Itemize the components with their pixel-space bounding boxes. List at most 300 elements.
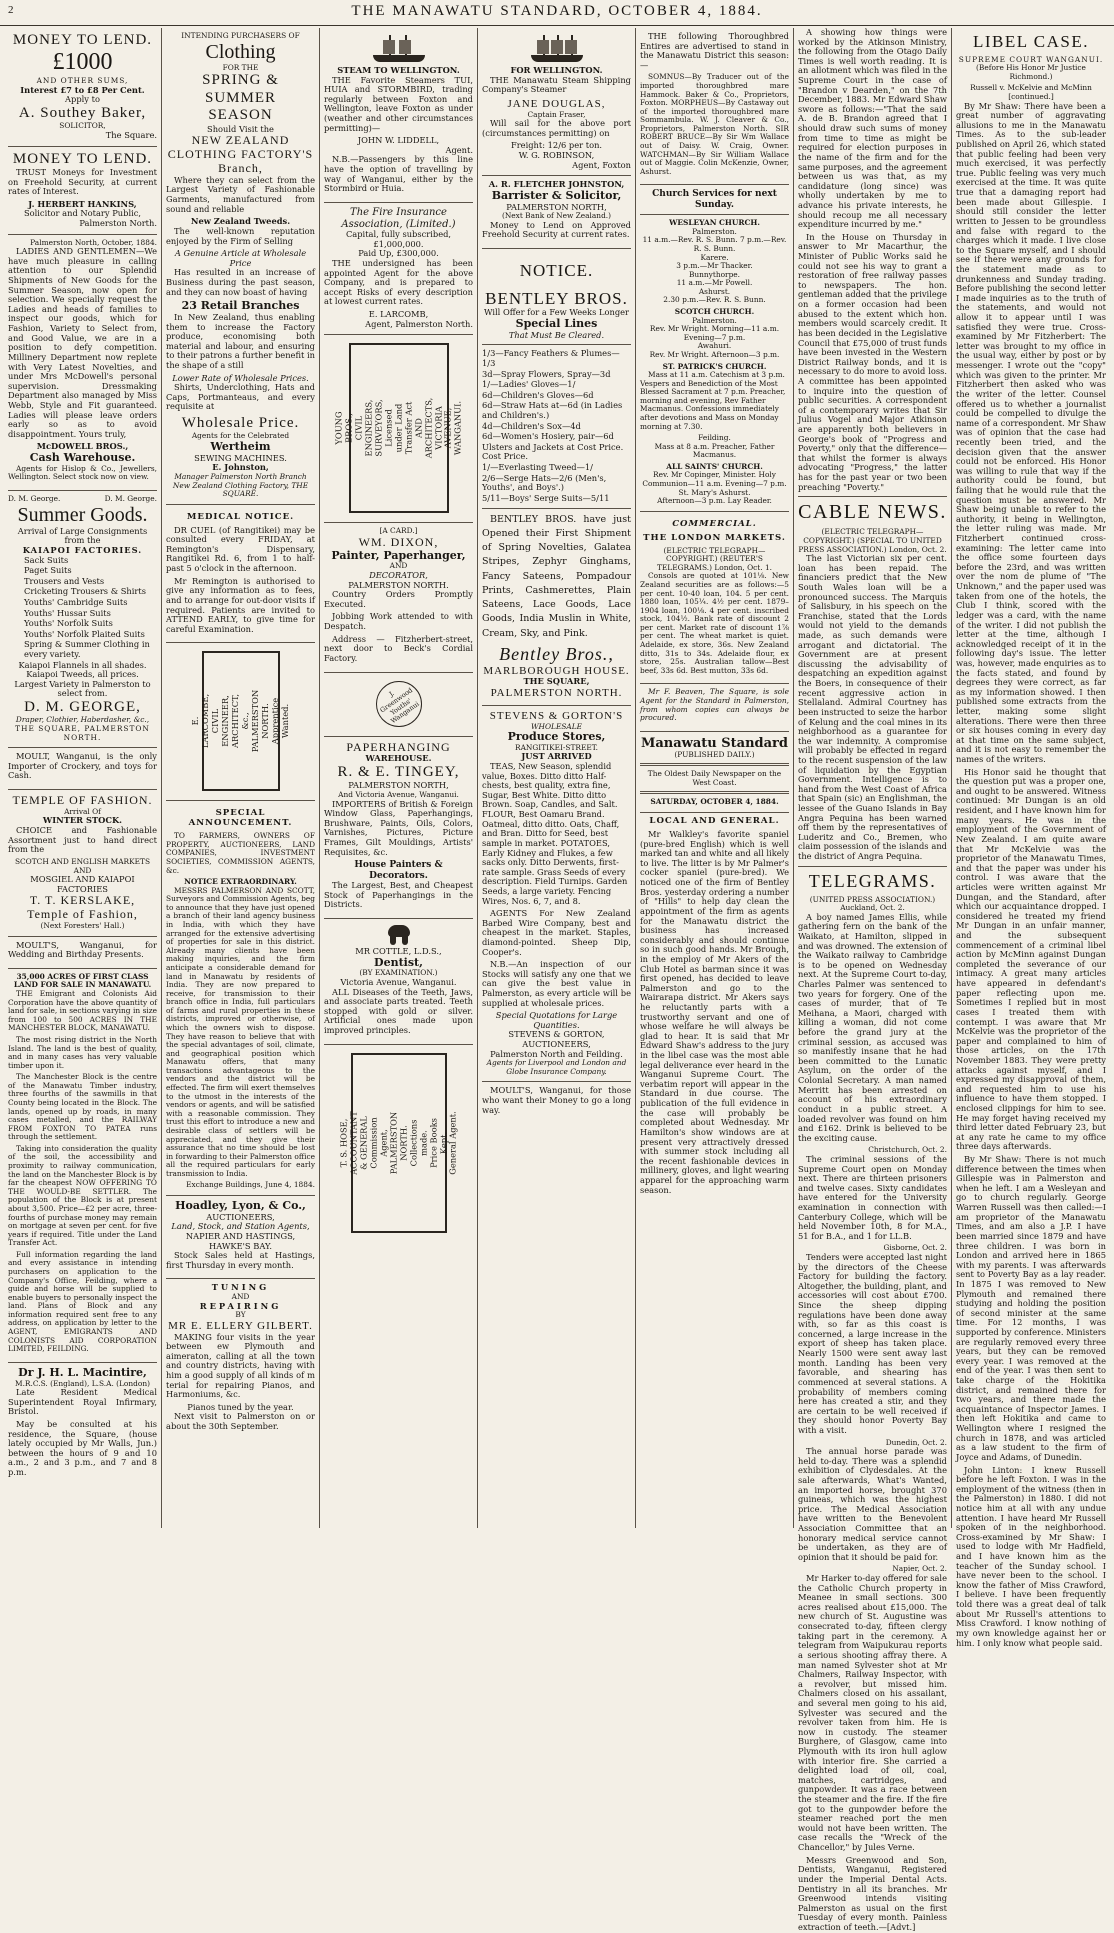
ad-for-wellington xyxy=(482,28,631,176)
ad-temple: Temple of Fashion, xyxy=(27,907,138,922)
ad-wertheim: Wertheim xyxy=(210,439,271,453)
church-place: St. Mary's Ashurst. xyxy=(678,487,751,497)
ad-and: AND xyxy=(73,865,92,875)
ad-body: MESSRS PALMERSON AND SCOTT, Surveyors and Commission Agents, beg to announce that they have just opened a branch of their land agency business in India, with which they have arranged for the extensive advertising of properties for sale in this district. Already many clients have been making inquiries, and the firm anticipate a considerable demand for land in Manawatu by residents of India. They are now prepared to receive, for transmission to their branch office in India, full particulars of farms and rural properties in these districts, improved or otherwise, of which the owners wish to dispose. They have reason to believe that with the special advantages of soil, climate, and geographical position which Manawatu offers, that many transactions advantageous to the vendors and the district will be effected. The firm will exert themselves to the utmost in the interests of the vendors or agents, and will be satisfied with a reasonable commission. They trust this effort to introduce a new and desirable class of settlers will be appreciated, and they give their assurance that no time should be lost in forwarding to their Palmerston office all the required particulars for early transmission to India. xyxy=(166,885,315,1178)
section-body: By Mr Shaw: There is not much difference between the times when Gillespie was in Palmerston and when he left. I am a Wesleyan and go to church regularly. George Warren Russell was then called:—I am proprietor of the Manawatu Times, and am also a J.P. I have been married since 1879 and have three children. I was born in London and arrived here in 1865 with my parents. I was afterwards sent to Poverty Bay as a lay reader. In 1875 I was removed to New Plymouth and remained there studying and holding the position of second minister at the same time. For 12 months, I was supported by conference. Ministers are regularly removed every three years, but they can be removed every year. I was removed at the end of the year. I was then sent to take charge of the Hokitika district, and remained there for two years, and there made the acquaintance of Inspector James. I then left Hokitika and came to Wellington where I resigned the church in 1878, and was articled as a law student to the firm of Joyce and Adams, of Dunedin. xyxy=(956,1154,1106,1462)
ad-list: TEAS, New Season, splendid value, Boxes. Ditto ditto Half-chests, best quality, extra fine, Sugar, Best White. Ditto ditto Brown. Soap, Candles, and Salt. FLOUR, Best Oamaru Brand. Oatmeal, ditto ditto. Oats, Chaff, and Bran. Ditto for Seed, best sample in market. POTATOES, Early Kidney and Flukes, a few sacks only. Ditto Derwents, first-rate sample. Grass Seeds of every description. Field Turnips. Garden Seeds, a large variety. Fencing Wires, Nos. 6, 7, and 8. xyxy=(482,761,628,906)
list-item: Youths' Cambridge Suits xyxy=(24,596,128,607)
ad-body: Stock Sales held at Hastings, first Thursday in every month. xyxy=(166,1250,315,1270)
boxed-card xyxy=(189,651,290,791)
church-place: Bunnythorpe. xyxy=(688,269,741,279)
church-times: 11 a.m.—Rev. R. S. Bunn. 7 p.m.—Rev. R. S. Bunn. xyxy=(642,235,787,253)
list-item: 5/11—Boys' Serge Suits—5/11 xyxy=(482,492,610,503)
ad-name: A. Southey Baker, xyxy=(18,105,147,122)
column-3 xyxy=(320,28,478,1528)
ad-intro: INTENDING PURCHASERS OF xyxy=(181,31,300,40)
list-item: 6d—Women's Hosiery, pair—6d xyxy=(482,431,614,442)
section-body: Consols are quoted at 101⅛. New Zealand securities are as follows:—5 per cent. 10-40 loan, 104. 5 per cent. 1880 loan, 105¼. 4½ per cent. 1879–1904 loan, 100⅛. 4 per cent. inscribed stock, 104½. Bank rate of discount 2 per cent. Market rate of discount 1⅞ per cent. The wheat market is quiet. Adelaide, ex store, 36s. New Zealand ditto, 31s to 34s. Adelaide flour, ex store, 25s. Australian tallow—Best beef, 33s 6d. Best mutton, 33s 6d. xyxy=(640,571,789,675)
ad-title: Hoadley, Lyon, & Co., xyxy=(175,1198,306,1212)
ad-for: FOR THE xyxy=(222,62,259,72)
ad-body: The most rising district in the North Island. The land is the best of quality, and in many cases has very valuable timber upon it. xyxy=(8,1034,157,1070)
ad-place: PALMERSTON NORTH. xyxy=(490,687,623,699)
ad-trade: Painter, Paperhanger, xyxy=(331,548,466,562)
ad-body: THE Favorite Steamers TUI, HUIA and STORMBIRD, trading regularly between Foxton and Wellington, leave Foxton as under (weather and other circumstances permitting)— xyxy=(324,74,473,133)
ad-name: McDOWELL BROS., xyxy=(36,441,129,452)
ad-title: PAPERHANGING xyxy=(346,739,451,754)
ad-name-2: STEVENS & GORTON, AUCTIONEERS, xyxy=(508,1029,605,1050)
ad-place: NAPIER AND HASTINGS, HAWKE'S BAY. xyxy=(185,1230,296,1251)
local-and-general xyxy=(640,817,789,1195)
ad-place: PALMERSTON NORTH, xyxy=(348,780,449,791)
ad-and: AND xyxy=(389,561,408,571)
ad-larcomb-box xyxy=(166,643,315,801)
ad-notice: NOTICE EXTRAORDINARY. xyxy=(184,877,297,887)
tooth-icon xyxy=(386,925,412,945)
ad-body: The Manchester Block is the centre of the Manawatu Timber industry, three fourths of the sawmills in that County being located in the Block. The lands, opened up by roads, in many cases metalled, and the RAILWAY FROM FOXTON TO PATEA runs through the settlement. xyxy=(8,1072,157,1142)
ad-body: Country Orders Promptly Executed. xyxy=(324,589,473,609)
ad-body: N.B.—An inspection of our Stocks will satisfy any one that we can give the best value in Palmerston, as every article will be supplied at wholesale prices. xyxy=(482,959,631,1008)
ad-tweeds: New Zealand Tweeds. xyxy=(190,216,291,227)
dateline: Christchurch, Oct. 2. xyxy=(868,1145,947,1155)
ad-stock: WINTER STOCK. xyxy=(42,815,123,826)
list-item: 2/6—Serge Hats—2/6 (Men's, Youths', and Boys'.) xyxy=(482,472,607,493)
section-subtitle: THE LONDON MARKETS. xyxy=(643,532,786,543)
ad-title: MONEY TO LEND. xyxy=(12,32,153,48)
dateline: Dunedin, Oct. 2. xyxy=(885,1437,947,1447)
church-place: Ashurst. xyxy=(698,286,731,296)
list-item: Sack Suits xyxy=(24,554,69,565)
ad-name: STEVENS & GORTON'S xyxy=(489,709,624,722)
list-item: 6d—Children's Gloves—6d xyxy=(482,389,594,400)
ad-body: THE Emigrant and Colonists Aid Corporation have the above quantity of land for sale, in sections varying in size from 100 to 500 ACRES IN THE MANCHESTER BLOCK, MANAWATU. xyxy=(8,989,157,1033)
church-times: Mass at 8 a.m. Preacher, Father Macmanus. xyxy=(654,441,775,460)
ad-shop: Cash Warehouse. xyxy=(29,451,136,465)
ad-body: MOULT'S, Wanganui, for those who want their Money to go a long way. xyxy=(482,1085,631,1115)
ad-genuine: A Genuine Article at Wholesale Price xyxy=(174,248,307,268)
section-body: John Linton: I knew Russell before he left Foxton. I was in the employment of the witness (then in the Palmerston) in 1880. I did not notice him at all with any undue attention. I have heard Mr Russell spoken of in the neighborhood. Cross-examined by Mr Shaw: I used to lodge with Mr Hadfield, and I have known him as the teacher of the Sunday school. I have never been to the school. I know the father of Miss Crawford, I believe. I have been frequently told there was a great deal of talk about Mr Russell's attentions to Miss Crawford. I know nothing of my own knowledge against her or him. I only know what people said. xyxy=(956,1464,1106,1648)
list-item: Paget Suits xyxy=(24,565,72,576)
section-title: CABLE NEWS. xyxy=(798,501,947,524)
ad-mcdowell xyxy=(8,235,157,491)
dateline: Napier, Oct. 2. xyxy=(892,1564,947,1574)
ad-name: J. HERBERT HANKINS, xyxy=(28,198,137,209)
ad-body: May be consulted at his residence, the Square, (house lately occupied by Mr Walls, Jun.) between the hours of 9 and 10 a.m., 2 and 3 p.m., and 7 and 8 p.m. xyxy=(8,1418,157,1477)
ad-role: Solicitor and Notary Public, xyxy=(23,208,142,219)
george-left: D. M. George. xyxy=(8,493,61,503)
ad-body: N.B.—Passengers by this line have the option of travelling by way of Wanganui, either by the Stormbird or Huia. xyxy=(324,154,473,194)
ad-body: Taking into consideration the quality of the soil, the accessibility and proximity to railway communication, the land on the Manchester Block is by far the cheapest NOW OFFERING TO THE WOULD-BE SETTLER. The population of the Block is at present about 3,500. Price—£2 per acre, three-fourths of purchase money may remain on mortgage at seven per cent. for five years if required. Title under the Land Transfer Act. xyxy=(8,1143,157,1248)
list-item: Youths' Hussar Suits xyxy=(24,607,111,618)
ad-exam: (BY EXAMINATION.) xyxy=(359,968,438,978)
section-body: Messrs Greenwood and Son, Dentists, Wanganui, Registered under the Imperial Dental Acts. Dentistry in all its branches. Mr Greenwood intends visiting Palmerston as usual on the first Tuesday of every month. Painless extraction of teeth.—[Advt.] xyxy=(798,1854,947,1932)
section-court: SUPREME COURT WANGANUI. xyxy=(958,54,1104,64)
church-place: Awahuri. xyxy=(697,341,732,351)
ad-body: Mr Remington is authorised to give any information as to fees, and to arrange for out-door visits if required. Patients are invited to ATTEND EARLY, to give time for careful Examination. xyxy=(166,575,315,634)
column-7 xyxy=(952,28,1110,1648)
boxed-card-text: E. LARCOMBE, CIVIL ENGINEER, ARCHITECT, &c., PALMERSTON NORTH. Apprentice Wanted. xyxy=(189,690,290,753)
ad-season: SPRING & SUMMER xyxy=(202,72,279,106)
ad-agent: Agent. xyxy=(445,144,473,155)
ad-stevens-gorton xyxy=(482,706,631,1083)
ad-agents: Agents for Hislop & Co., Jewellers, Wellington. Select stock now on view. xyxy=(8,463,157,482)
ad-role: Barrister & Solicitor, xyxy=(491,188,622,202)
ad-captain: Captain Fraser, xyxy=(527,109,586,119)
church-place: Palmerston. xyxy=(692,315,737,325)
list-item: Cricketing Trousers & Shirts xyxy=(24,586,146,597)
paper-title: Manawatu Standard xyxy=(640,735,788,751)
ad-title: Summer Goods. xyxy=(17,503,148,526)
boxed-card xyxy=(332,343,463,513)
list-item: 1/—Ladies' Gloves—1/ xyxy=(482,379,576,390)
ad-degree: M.R.C.S. (England), L.S.A. (London) xyxy=(15,1378,150,1388)
ad-title: MONEY TO LEND. xyxy=(12,150,153,167)
ad-agents: Agents for the Celebrated xyxy=(191,431,290,441)
ad-thoroughbreds xyxy=(640,28,789,185)
section-press: (ELECTRIC TELEGRAPH—COPYRIGHT.) (REUTER'S TELEGRAMS.) London, Oct. 1. xyxy=(656,545,773,572)
ad-medical-notice xyxy=(166,505,315,644)
ad-offer: Will Offer for a Few Weeks Longer xyxy=(483,307,630,318)
ad-hose xyxy=(324,1045,473,1242)
masthead-title: THE MANAWATU STANDARD, OCTOBER 4, 1884. xyxy=(351,3,763,19)
ad-branch: Branch, xyxy=(218,160,263,175)
ad-flannels: Kaiapoi Flannels in all shades. Kaiapoi Tweeds, all prices. xyxy=(18,659,147,680)
boxed-card xyxy=(337,1053,458,1233)
list-item: 4d—Children's Sox—4d xyxy=(482,420,581,431)
section-press: (ELECTRIC TELEGRAPH—COPYRIGHT.) (SPECIAL TO UNITED PRESS ASSOCIATION.) London, Oct. 2. xyxy=(798,527,947,554)
bentley-items xyxy=(482,349,631,503)
section-title: COMMERCIAL. xyxy=(672,518,757,529)
ad-sub: WAREHOUSE. xyxy=(365,753,432,764)
standard-heading xyxy=(640,732,789,813)
section-case: Russell v. McKelvie and McMinn xyxy=(970,83,1092,93)
ad-body: Late Resident Medical Superintendent Royal Infirmary, Bristol. xyxy=(8,1387,157,1417)
list-item: 6d—Straw Hats at—6d (in Ladies and Children's.) xyxy=(482,400,623,421)
ad-summer-goods xyxy=(8,491,157,748)
ad-by: BY xyxy=(235,1310,246,1320)
ad-decorator: DECORATOR, xyxy=(369,570,428,581)
ad-next: (Next Bank of New Zealand.) xyxy=(501,211,612,221)
ad-money-to-lend xyxy=(8,28,157,147)
dateline: Gisborne, Oct. 2. xyxy=(883,1243,947,1253)
ad-sub: Arrival of Large Consignments from the xyxy=(17,525,148,546)
ad-body: MOULT'S, Wanganui, for Wedding and Birthday Presents. xyxy=(8,939,157,960)
ad-body: Where they can select from the Largest Variety of Fashionable Garments, manufactured from sound and reliable xyxy=(166,174,315,214)
list-item: Ulsters and Jackets at Cost Price. Cost Price. xyxy=(482,441,624,462)
ad-freight: Freight: 12/6 per ton. xyxy=(510,140,603,151)
ad-card: [A CARD.] xyxy=(379,526,418,536)
ad-body: THE undersigned has been appointed Agent for the above Company, and is prepared to accept Risks of every description at lowest current rates. xyxy=(324,257,473,307)
section-body: The annual horse parade was held to-day. There was a splendid exhibition of Clydesdales. At the sale afterwards, What's Wanted, an imported horse, brought 370 guineas, which was the highest price. The Medical Association have written to the Benevolent Association Committee that an honorary medical service cannot be undertaken, as they are of opinion that it should be paid for. xyxy=(798,1446,947,1562)
ad-name: W. G. ROBINSON, xyxy=(518,149,595,160)
ad-moult-1 xyxy=(8,748,157,790)
ad-produce: Produce Stores, xyxy=(507,730,606,744)
ad-special-announcement xyxy=(166,801,315,1196)
church-place: Karere. xyxy=(700,252,729,262)
church-services xyxy=(640,185,789,511)
ad-season-2: SEASON xyxy=(208,107,273,124)
paper-oldest: The Oldest Daily Newspaper on the West Coast. xyxy=(647,769,782,787)
ad-title: STEAM TO WELLINGTON. xyxy=(337,65,460,75)
ad-variety: Largest Variety in Palmerston to select from. xyxy=(14,678,151,699)
ad-steam-wellington xyxy=(324,28,473,203)
beaven-note xyxy=(640,684,789,731)
ad-body: TRUST Moneys for Investment on Freehold Security, at current rates of Interest. xyxy=(8,166,157,197)
column-1 xyxy=(4,28,162,1528)
column-6 xyxy=(794,27,952,1932)
ad-land-for-sale xyxy=(8,969,157,1363)
ad-title: 35,000 ACRES OF FIRST CLASS LAND FOR SALE IN MANAWATU. xyxy=(13,971,152,990)
ad-house: MARLBOROUGH HOUSE. xyxy=(483,664,630,677)
paper-date: SATURDAY, OCTOBER 4, 1884. xyxy=(650,797,779,807)
ad-paid: Paid Up, £300,000. xyxy=(358,248,439,259)
ad-stamp xyxy=(324,673,473,737)
article-body: In the House on Thursday in answer to Mr Macarthur, the Minister of Public Works said he could not see his way to grant a restoration of free railway passes to newspapers. The hon. gentleman added that the privilege on a former occasion had been abused to the extent which hon. members would scarcely credit. It has been decided in the Legislative Council that £75,000 of trust funds have been invested in the Western District Railway bonds, and it is necessary to do more to avoid loss. A committee has been appointed to inquire into the question of public securities. A correspondent of a contemporary writes that Sir Julius Vogel and Major Atkinson are apparently both believers in George's book of "Progress and Poverty," only that the difference—that whilst the former is always advocating "Progress," the latter has for the past year or two been preaching "Poverty." xyxy=(798,231,947,492)
summer-items xyxy=(8,556,157,660)
ad-body: BENTLEY BROS. have just Opened their First Shipment of Spring Novelties, Galatea Stripes, Zephyr Ginghams, Fancy Sateens, Pompadour Prints, Cashmerettes, Plain Sateens, Lace Goods, Lace Goods, India Muslin in White, Cream, Sky, and Pink. xyxy=(482,513,631,639)
ad-place: (Next Foresters' Hall.) xyxy=(40,921,125,931)
ad-body: LADIES AND GENTLEMEN—We have much pleasure in calling attention to our Splendid Shipments of New Goods for the Summer Season, now open for selection. We specially request the Ladies and heads of families to inspect our goods, which for Fashion, Variety to Select from, and Good Value, we are in a position to defy competition. Millinery Department now replete with Very Latest Novelties, and under Mrs McDowell's personal supervision. Dressmaking Department also managed by Miss Webb, Style and Fit guaranteed. Ladies will please leave orders early so as to avoid disappointment. Yours truly, xyxy=(8,246,157,439)
ad-agent: Agent, Palmerston North. xyxy=(365,318,473,329)
ad-body: THE following Thoroughbred Entires are advertised to stand in the Manawatu District this season:— xyxy=(640,31,789,70)
church-times: Rev. Mr Copinger, Minister. Holy Communion—11 a.m. Evening—7 p.m. xyxy=(642,470,787,489)
ad-cleared: That Must Be Cleared. xyxy=(508,329,605,340)
ad-agents-2: Agents for Liverpool and London and Globe Insurance Company. xyxy=(486,1058,627,1076)
column-2 xyxy=(162,28,320,1528)
ad-body: ALL Diseases of the Teeth, Jaws, and associate parts treated. Teeth stopped with gold or silver. Artificial ones made upon improved principles. xyxy=(324,986,473,1035)
ad-agents: AGENTS For New Zealand Barbed Wire Company, best and cheapest in the market. Staples, diamond-pointed. Sheep Dip, Cooper's. xyxy=(482,908,631,957)
section-title: Church Services for next Sunday. xyxy=(652,189,777,210)
list-item: Youths' Norfolk Plaited Suits xyxy=(24,628,145,639)
church-name: ST. PATRICK'S CHURCH. xyxy=(662,361,767,371)
ad-title: TUNING xyxy=(211,1282,270,1293)
section-press: (UNITED PRESS ASSOCIATION.) Auckland, Oct. 2. xyxy=(809,894,936,913)
ad-name: MR E. ELLERY GILBERT. xyxy=(168,1319,313,1332)
ad-quotations: Special Quotations for Large Quantities. xyxy=(495,1010,618,1030)
ad-ship: JANE DOUGLAS, xyxy=(507,97,606,110)
ad-wholesale: WHOLESALE xyxy=(530,721,583,731)
section-body: By Mr Shaw: There have been a great number of aggravating allusions to me in the Manawatu Times. As to the sub-leader published on April 26, which stated that public feeling had been very much exercised, it was perfectly true. Public feeling was very much exercised at the time. It was quite true that a damaging report had been made about Gillespie. I should still consider the letter written to Jessen to be groundless and false with regard to the charges which it made. I live close to the Square myself, and I should see if there were any grounds for the statement made as to drunkenness and Sunday trading. Before publishing the second letter I made inquiries as to the truth of the statements, and would not allow it to appear until I was satisfied they were true. Cross-examined by Mr Fitzherbert: The letter was brought to my office in the usual way, either by post or by messenger. I wrote out the "copy" which was given to the printer. Mr Fitzherbert then asked who was the writer of the letter. Counsel offered us to whether a journalist could be compelled to divulge the name of a correspondent. Mr Shaw was of opinion that the case had recently been tried, and the decision given that the answer could not be enforced. His Honor was willing to rule that way if the authority could be found, but failing that he would rule that the question must be answered. Mr Shaw being unable to refer to the authority, it being in Wellington, the letter ruling was made. Mr Fitzherbert continued cross-examining: The letter came into the office some fourteen days before the 23rd, and was written over the nom de plume of "The Unknown," and the paper used was taken from one of the hotels, the Club I think, scored with the ledger was a card, with the name of the writer. I did not publish the letter at the time, although I acknowledged receipt of it in the following day's issue. The letter was, however, made enquiries as to the facts stated, and found by degrees they were correct, as far as my information showed. I then published some extracts from the letter, making some slight alterations. There were then three or six houses coming in every day at that time on the same subject, and it is not easy to remember the names of the writers. xyxy=(956,100,1106,765)
ad-hoadley xyxy=(166,1196,315,1279)
ad-name: MR COTTLE, L.D.S., xyxy=(355,945,442,956)
ad-agents: Land, Stock, and Station Agents, xyxy=(171,1221,310,1232)
ad-street: RANGITIKEI-STREET. xyxy=(515,742,598,752)
ad-body: In New Zealand, thus enabling them to increase the Factory produce, economising both material and labour, and ensuring to their patrons a further benefit in the shape of a still xyxy=(166,311,315,370)
ad-role: AUCTIONEERS, xyxy=(206,1211,275,1222)
list-item: 3d—Spray Flowers, Spray—3d xyxy=(482,368,611,379)
list-item: 1/—Everlasting Tweed—1/ xyxy=(482,462,593,473)
list-item: Youths' Norfolk Suits xyxy=(24,618,113,629)
ad-address: Address — Fitzherbert-street, next door to Beck's Cordial Factory. xyxy=(324,633,473,663)
ad-markets: SCOTCH AND ENGLISH MARKETS xyxy=(14,856,151,866)
section-body: Tenders were accepted last night by the directors of the Cheese Factory for building the factory. Altogether, the building, plant, and accessories will cost about £700. Since the sheep dipping regulations have been done away with, so far as this coast is concerned, a large increase in the export of sheep has taken place. Nearly 1500 were sent away last month. Landing has been very favorable, and shearing has commenced at several stations. A probability of members coming here has created a stir, and they are certain to be well received if they should honor Poverty Bay with a visit. xyxy=(798,1251,947,1435)
ad-clothing-factory xyxy=(166,28,315,505)
ad-date: Palmerston North, October, 1884. xyxy=(30,237,157,247)
section-title: LIBEL CASE. xyxy=(973,32,1089,51)
ad-title: TEMPLE OF FASHION. xyxy=(12,793,153,807)
ad-repairing: REPAIRING xyxy=(199,1300,282,1311)
ad-macintire xyxy=(8,1363,157,1486)
ad-nz: NEW ZEALAND xyxy=(191,133,290,148)
ad-special: Special Lines xyxy=(515,317,598,331)
ad-title: NOTICE. xyxy=(519,260,594,280)
ad-manager: E. Johnston, xyxy=(212,462,269,473)
ad-list: SOMNUS—By Traducer out of the imported thoroughbred mare Hammock. Baker & Co., Proprietors, Foxton. MORPHEUS—By Castaway out of the imported thoroughbred mare Sommambula. W. J. Cleaver & Co., Proprietors, Palmerston North. SIR ROBERT BRUCE—By Sir Wm Wallace out of Daisy. W. Craig, Owner. WATCHMAN—By Sir William Wallace out of Maggie. Colin McKenzie, Owner, Ashurst. xyxy=(640,72,789,176)
ad-name-2: Bentley Bros., xyxy=(499,643,614,664)
ad-role: Dentist, xyxy=(374,955,423,969)
ad-wholesale: Wholesale Price. xyxy=(181,415,300,431)
ad-place: THE SQUARE, PALMERSTON NORTH. xyxy=(15,724,150,742)
note-body: Mr F. Beaven, The Square, is sole Agent for the Standard in Palmerston, from whom copies can always be procured. xyxy=(640,687,789,723)
article-body: A showing how things were worked by the Atkinson Ministry, the following from the Otago Daily Times is well worth reading. It is an allotment which was filed in the Supreme Court in the case of "Brandon v Dearden," on the 7th December, 1883. Mr Edward Shaw swore as follows:—"That the said A. de B. Brandon agreed that I should draw such sums of money from time to time as might be required for election purposes in the name of the firm and for the same purposes, and the agreement between us was that, as my candidature (long since) was wholly undertaken by me to advance his private interests, he should recoup me all necessary expenditure incurred by me." xyxy=(798,27,947,230)
ad-moult-3 xyxy=(482,1082,631,1123)
ad-agent: Agent, Foxton xyxy=(572,159,631,170)
section-title: LOCAL AND GENERAL. xyxy=(649,816,780,827)
ad-sub: Arrival Of xyxy=(64,806,101,816)
ad-body: Full information regarding the land and every assistance in intending purchasers on application to the Company's Office, Feilding, where a guide and horse will be supplied to enable buyers to personally inspect the land. Plans of Block and any information required sent free to any address, on application by letter to the AGENT, EMIGRANTS AND COLONISTS AID CORPORATION LIMITED, FEILDING. xyxy=(8,1249,157,1354)
ad-body: CHOICE and Fashionable Assortment just to hand direct from the xyxy=(8,825,157,855)
ad-name: WM. DIXON, xyxy=(358,534,439,549)
list-item: Spring & Summer Clothing in every variety. xyxy=(24,639,150,659)
list-item: Trousers and Vests xyxy=(24,575,105,586)
ad-body: MAKING four visits in the year between ew Plymouth and aimeraton, calling at all the town and country districts, having with him a good supply of all kinds of m terial for repairing Pianos, and Harmoniums, &c. xyxy=(166,1331,315,1400)
church-times: 3 p.m.—Mr Thacker. xyxy=(676,261,753,271)
ad-role: Draper, Clothier, Haberdasher, &c., xyxy=(15,715,150,725)
masthead xyxy=(0,0,1114,26)
section-continued: [continued.] xyxy=(1008,92,1054,102)
page-number: 2 xyxy=(8,4,16,16)
ad-body: IMPORTERS of British & Foreign Window Glass, Paperhangings, Brushware, Paints, Oils, Colors, Varnishes, Pictures, Picture Frames, Gilt Mouldings, Artists' Requisites, &c. xyxy=(324,798,473,857)
ship-icon xyxy=(527,34,587,64)
column-5 xyxy=(636,28,794,1528)
ad-sub: AND OTHER SUMS, xyxy=(36,76,129,86)
ad-title: FOR WELLINGTON. xyxy=(510,65,603,75)
ad-branches: 23 Retail Branches xyxy=(181,299,300,313)
boxed-card-text: YOUNG BROS., CIVIL ENGINEERS, SURVEYORS, Licensed under Land Transfer Act AND ARCHITECTS, VICTORIA AVENUE, WANGANUI. xyxy=(332,397,463,459)
ad-place: The Square. xyxy=(105,129,157,140)
ad-date: Exchange Buildings, June 4, 1884. xyxy=(186,1180,315,1190)
ad-body: Has resulted in an increase of Business during the past season, and they can now boast of having xyxy=(166,267,315,297)
ad-body: Money to Lend on Approved Freehold Security at current rates. xyxy=(482,219,631,240)
ad-interest: Interest £7 to £8 Per Cent. xyxy=(20,84,145,95)
ad-apply: Apply to xyxy=(65,94,100,105)
columns xyxy=(4,27,1110,1932)
ad-body: Will sail for the above port (circumstances permitting) on xyxy=(482,118,631,138)
ad-factory: CLOTHING FACTORY'S xyxy=(167,147,314,162)
section-title: TELEGRAMS. xyxy=(808,870,937,891)
ad-place: Victoria Avenue, Wanganui. xyxy=(340,976,457,987)
ad-manager-role: Manager Palmerston North Branch New Zealand Clothing Factory, THE SQUARE. xyxy=(172,471,309,499)
ad-amount: £1000 xyxy=(52,49,113,76)
ad-name: JOHN W. LIDDELL, xyxy=(357,135,440,146)
ad-sewing: SEWING MACHINES. xyxy=(194,452,287,463)
ad-young-bros xyxy=(324,335,473,523)
ad-body: Shirts, Underclothing, Hats and Caps, Portmanteaus, and every requisite at xyxy=(166,382,315,412)
church-times: Afternoon—3 p.m. Lay Reader. xyxy=(657,496,772,506)
paper-daily: (PUBLISHED DAILY.) xyxy=(674,749,755,759)
commercial-section xyxy=(640,512,789,685)
ad-tuning xyxy=(166,1279,315,1439)
ad-tingey xyxy=(324,737,473,919)
church-name: WESLEYAN CHURCH. xyxy=(669,218,760,228)
ad-moult-2 xyxy=(8,937,157,969)
ad-factories: MOSGIEL AND KAIAPOI FACTORIES xyxy=(30,874,135,894)
ad-visit: Should Visit the xyxy=(207,123,274,134)
ad-role: SOLICITOR, xyxy=(59,121,106,131)
ad-factory: KAIAPOI FACTORIES. xyxy=(22,544,143,555)
church-times: Rev. Mr Wright. Morning—11 a.m. Evening—7 p.m. xyxy=(649,324,780,342)
ad-square: THE SQUARE, xyxy=(523,676,590,687)
ad-temple-of-fashion xyxy=(8,790,157,937)
ad-money-to-lend-2 xyxy=(8,147,157,235)
ad-place: Palmerston North and Feilding. xyxy=(490,1048,623,1059)
church-times: 11 a.m.—Mr Powell. xyxy=(676,278,753,288)
section-before: (Before His Honor Mr Justice Richmond.) xyxy=(976,63,1086,81)
george-row xyxy=(8,495,157,504)
stamp-logo xyxy=(376,681,422,727)
church-times: 2.30 p.m.—Rev. R. S. Bunn. xyxy=(663,295,766,305)
ad-lower: Lower Rate of Wholesale Prices. xyxy=(172,372,309,383)
ship-icon xyxy=(369,34,429,64)
ad-bentley xyxy=(482,249,631,706)
section-body: Mr Walkley's favorite spaniel (pure-bred English) which is well marked tan and white and all likely to live. The litter is by Mr Palmer's cocker spaniel (pure-bred). We noticed one of the firm of Bentley Bros. yesterday ordering a number of "Hills" to help day clean the appointment of the firm as agents for the Manawatu district the business has increased considerably and should continue so in such good hands. Mr Brough, in the employ of Mr Akers of the Club Hotel as barman since it was first opened, has decided to leave Palmerston and go to the Wairarapa district. Mr Akers says he reluctantly parts with a trustworthy servant and one of whose welfare he will always be glad to hear. It is said that Mr Edward Shaw's address to the jury in the libel case was the most able legal deliverance ever heard in the Wanganui Supreme Court. The verbatim report will appear in the Standard in due course. The publication of the full evidence in the case will probably be completed about Wednesday. Mr Hamilton's show windows are at present very attractively dressed with summer stock including all the recent fashionable devices in millinery, gloves, and light wearing apparel for the approaching warm season. xyxy=(640,829,789,1195)
ad-place: PALMERSTON NORTH. xyxy=(348,579,449,590)
ad-house: House Painters & Decorators. xyxy=(354,860,443,881)
church-times: Rev. Mr Wright. Afternoon—3 p.m. xyxy=(649,349,780,359)
stamp-text: J. Greenwood Youths' Wanganui xyxy=(377,685,421,725)
george-right: D. M. George. xyxy=(104,493,157,503)
ad-to: TO FARMERS, OWNERS OF PROPERTY, AUCTIONEERS, LAND COMPANIES, INVESTMENT SOCIETIES, COMMISSION AGENTS, &c. xyxy=(166,831,315,875)
ad-body: The well-known reputation enjoyed by the Firm of Selling xyxy=(166,225,315,246)
ad-and: AND xyxy=(231,1292,250,1301)
church-name: SCOTCH CHURCH. xyxy=(674,307,755,317)
church-name: ALL SAINTS' CHURCH. xyxy=(666,461,763,471)
ad-cottle-dentist xyxy=(324,919,473,1045)
ad-body: DR CUEL (of Rangitikei) may be consulted every FRIDAY, at Remington's Dispensary, Rangitikei Rd. 6, from 1 to half-past 5 o'clock in the afternoon. xyxy=(166,524,315,574)
ad-name: D. M. GEORGE, xyxy=(24,699,141,716)
column-4 xyxy=(478,28,636,1528)
ad-name: E. LARCOMB, xyxy=(368,308,429,319)
ad-body: Next visit to Palmerston on or about the 30th September. xyxy=(166,1411,315,1431)
ad-place: Palmerston North. xyxy=(79,218,157,229)
section-body: Mr Harker to-day offered for sale the Catholic Church property in Meanee in small sections. 300 acres realised about £15,000. The new church of St. Augustine was consecrated to-day, fifteen clergy taking part in the ceremony. A telegram from Waipukurau reports a serious shooting affray there. A man named Sylvester shot at Mr Chalmers, Railway Inspector, with a revolver, but missed him. Chalmers closed on his assailant, and several men going to his aid, Sylvester was secured and the revolver taken from him. He is now in custody. The steamer Burghere, of Glasgow, came into Plymouth with its iron hull aglow with interior fire. She carried a delighted load of oil, coal, matches, cartridges, and gunpowder. It was a race between the steamer and the fire. If the fire got to the gunpowder before the steamer reached port the men would not have been written. The case recalls the "Wreck of the Chancellor," by Jules Verne. xyxy=(798,1573,947,1853)
boxed-card-text: T. S. HOSE, ACCOUNTANT & GENERAL Commission Agent, PALMERSTON NORTH. Collections made. Price Books Kept. General Agent. xyxy=(337,1110,458,1175)
ad-name: T. T. KERSLAKE, xyxy=(29,893,136,908)
ad-title: MEDICAL NOTICE. xyxy=(186,511,295,522)
ad-name: R. & E. TINGEY, xyxy=(337,764,460,781)
ad-name: A. R. FLETCHER JOHNSTON, xyxy=(488,179,625,190)
section-body: A boy named James Ellis, while gathering fern on the bank of the Waikato, at Hamilton, slipped in and was drowned. The extension of the Waikato railway to Cambridge is to be opened on Wednesday next. At the Supreme Court to-day, Charles Palmer was sentenced to two years for forgery. One of the cases of murder, that of Te Meihana, a Maori, charged with killing a woman, did not come before the grand jury at the criminal session, as accused was so manifestly insane that he had been committed to the Lunatic Asylum, on the order of the Colonial Secretary. A man named Merritt has been arrested on account of his extraordinary conduct in a public street. A loaded revolver was found on him and £162. Drink is believed to be the exciting cause. xyxy=(798,911,947,1143)
section-body: His Honor said he thought that the question put was a proper one, and ought to be answered. Witness continued: Mr Dungan is an old resident, and I have known him for many years. He was in the employment of the Government of New Zealand. I am quite aware that Mr McKelvie was the proprietor of the Manawatu Times, and that the paper was under his control. I was aware that the articles were written against Mr Dungan, and the Standard, after which our acquaintance dropped. I considered he treated my friend Mr Dungan in an unfair manner, and the subsequent commencement of a criminal libel action by McMinn against Dungan completed the severance of our intimacy. A great many articles have appeared in defendant's paper reflecting upon me. Sometimes I replied but in most cases I treated them with contempt. I was aware that Mr McKelvie was the proprietor of the paper and complained to him of those articles, on the 17th November 1883. They were pretty attacks against myself, and I expressed my disapproval of them, and requested him to use his influence to have them stopped. I enclosed clippings for him to see. He may forget having received my third letter dated February 23, but at any rate he came to my office three days afterwards. xyxy=(956,766,1106,1152)
ad-body: THE Manawatu Steam Shipping Company's Steamer xyxy=(482,74,631,95)
ad-capital: Capital, fully subscribed, £1,000,000. xyxy=(345,229,452,249)
ad-fire-insurance xyxy=(324,203,473,335)
ad-body: MOULT, Wanganui, is the only Importer of Crockery, and toys for Cash. xyxy=(8,751,157,781)
ad-johnston xyxy=(482,176,631,249)
section-body: The criminal sessions of the Supreme Court open on Monday next. There are thirteen prisoners and twelve cases. Sixty candidates have entered for the University examination in connection with Canterbury College, which will be held November 10th, 8 for M.A., 51 for B.A., and 1 for LL.B. xyxy=(798,1153,947,1241)
ad-body: The Largest, Best, and Cheapest Stock of Paperhangings in the Districts. xyxy=(324,880,473,910)
ad-price: Pianos tuned by the year. xyxy=(187,1401,294,1412)
section-body: The last Victorian six per cent. loan has been repaid. The financiers predict that the New South Wales loan will be a pronounced success. The Marquis of Salisbury, in his speech on the Franchise, stated that the Lords would not yield to the demands made, as such demands were arrogant and dictatorial. The Government are at present discussing the advisability of despatching an expedition against the Boers, in consequence of their recent aggressive action in Stellaland. Admiral Courtney has been instructed to seize the harbor of Kelung and the coal mines in its neighborhood as a guarantee for the war indemnity. A compromise will probably be effected in regard to the recent suspension of the law of liquidation by the Egyptian Government. Intelligence is to hand from the West Coast of Africa that Spain (sic) an Englishman, the lessee of the Guano Islands in Bay Angra Pequina has been warned off them by the representatives of Luderitz and Co., Bremen, who claim possession of the islands and the district of Angra Pequina. xyxy=(798,553,947,862)
church-times: Mass at 11 a.m. Catechism at 3 p.m. Vespers and Benediction of the Most Blessed Sacrament at 7 p.m. Preacher, morning and evening, Rev Father Macmanus. Confessions immediately after devotions and Mass on Monday morning at 7.30. xyxy=(640,370,786,431)
ad-title: Clothing xyxy=(205,40,276,63)
ad-title: The Fire Insurance Association, (Limited.) xyxy=(341,206,456,230)
list-item: 1/3—Fancy Feathers & Plumes—1/3 xyxy=(482,348,620,368)
ad-name: Dr J. H. L. Macintire, xyxy=(18,1365,147,1379)
ad-title: SPECIAL ANNOUNCEMENT. xyxy=(188,808,293,829)
ad-body: Jobbing Work attended to with Despatch. xyxy=(324,611,473,632)
ad-place: PALMERSTON NORTH, xyxy=(506,201,607,212)
church-place: Palmerston. xyxy=(692,226,737,236)
